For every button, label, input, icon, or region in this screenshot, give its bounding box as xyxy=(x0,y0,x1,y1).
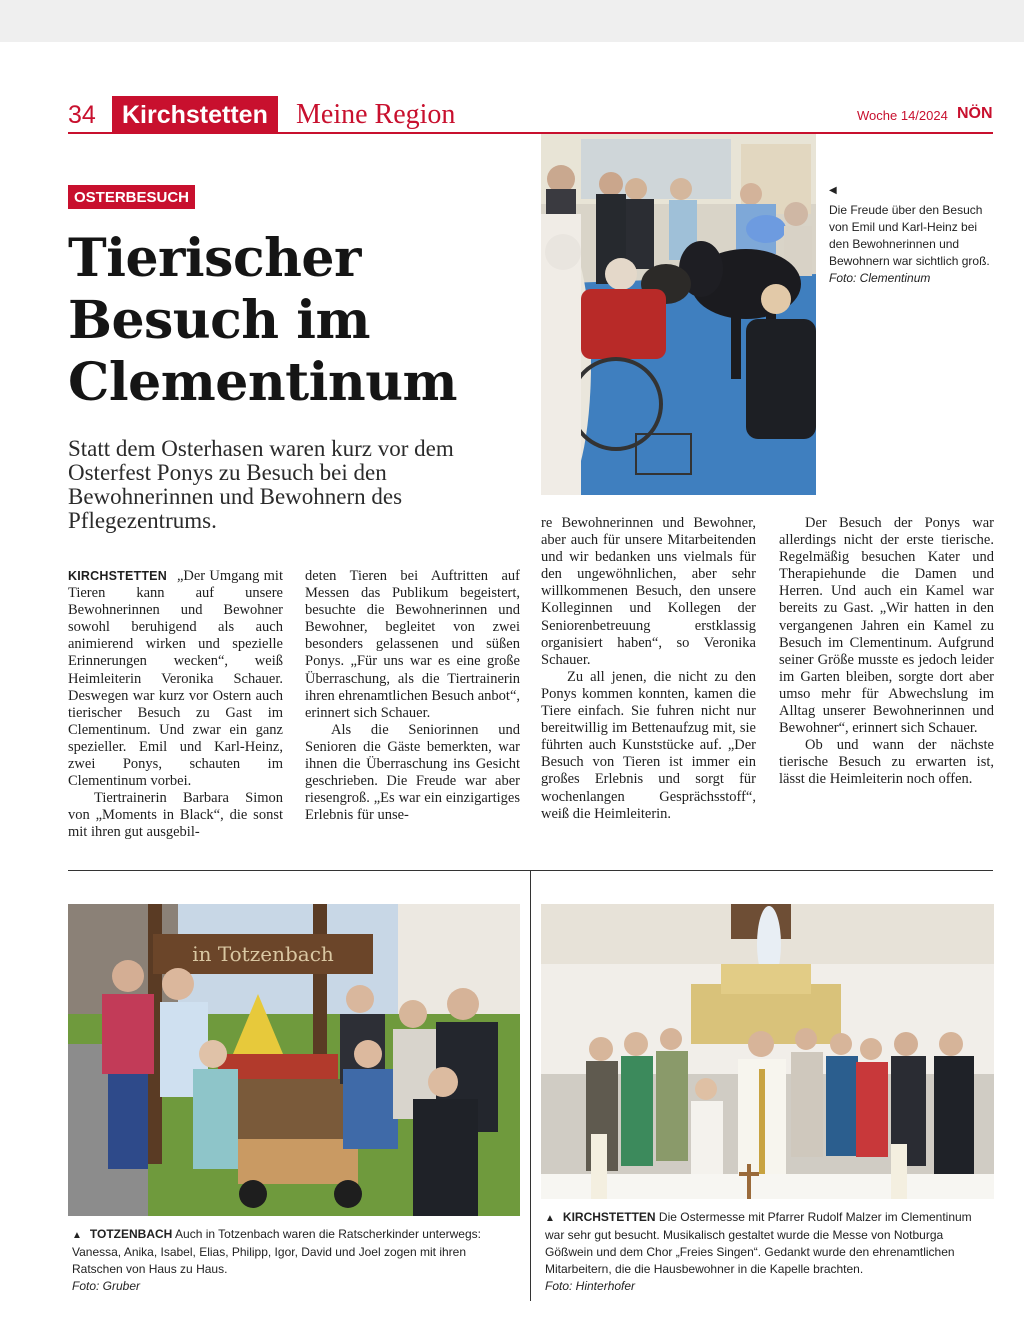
article-dateline: KIRCHSTETTEN xyxy=(68,569,167,583)
section-title: Meine Region xyxy=(296,99,456,130)
pony-photo-caption xyxy=(829,182,994,287)
issue-week: Woche 14/2024 xyxy=(857,108,948,123)
col4-paragraph-1: Der Besuch der Ponys war allerdings nicht der erste tierische. Regelmäßig besuchen Kater und Therapiehunde die Damen und Herren. Und auch ein Kamel war bereits zu Gast. „Wir hatten in den vergangenen Jahren ein Kamel zu Besuch im Clementinum. Aufgrund seiner Größe musste es jedoch leider im Garten bleiben, sorgte dort aber umso mehr für Abwechslung im Alltag unserer Bewohnerinnen und Bewohner“, erinnert sich Schauer. xyxy=(779,515,994,737)
col1-paragraph-2: Tiertrainerin Barbara Simon von „Moments in Black“, die sonst mit ihren gut ausgebil- xyxy=(68,790,283,841)
header-divider xyxy=(68,132,993,134)
town-label: Kirchstetten xyxy=(112,96,278,132)
mass-photo-credit: Foto: Hinterhofer xyxy=(545,1279,636,1293)
col3-paragraph-1: re Bewohnerinnen und Bewohner, aber auch für unsere Mitarbeitenden und wir bedanken uns vielmals für den ungewöhnlichen, aber sehr willkommenen Besuch, den unsere Kolleginnen und Kollegen der Seniorenbetreuung erstklassig organisiert haben“, so Veronika Schauer. xyxy=(541,515,756,668)
mass-caption-location: KIRCHSTETTEN xyxy=(562,1210,656,1224)
ostermesse-photo xyxy=(541,904,994,1199)
mass-caption-text: Die Ostermesse mit Pfarrer Rudolf Malzer im Clementinum war sehr gut besucht. Musikalisch gestaltet wurde die Messe von Notburga Gößwein und dem Chor „Freies Singen“. Gedankt wurde den ehrenamtlichen Mitarbeitern, die die Hausbewohner in die Kapelle brachten. xyxy=(545,1210,972,1276)
ratscherkinder-photo xyxy=(68,904,520,1216)
pony-photo-credit: Foto: Clementinum xyxy=(829,271,931,285)
triangle-up-icon: ▲ xyxy=(72,1230,82,1241)
pony-visit-photo xyxy=(541,134,816,495)
triangle-left-icon: ◀ xyxy=(829,185,837,196)
publication-logo: NÖN xyxy=(957,105,993,122)
article-column-4 xyxy=(779,515,994,789)
page-number: 34 xyxy=(68,101,96,129)
kids-photo-credit: Foto: Gruber xyxy=(72,1279,141,1293)
col3-paragraph-2: Zu all jenen, die nicht zu den Ponys kommen konnten, kamen die Tiere einfach. Sie fuhren nicht nur bereitwillig im Bettenaufzug mit, sie führten auch Kunststücke auf. „Der Besuch von Tieren ist immer ein großes Erlebnis und sorgt für wochenlangen Gesprächsstoff“, weiß die Heimleiterin. xyxy=(541,668,756,822)
kids-caption-text: Auch in Totzenbach waren die Ratscherkinder unterwegs: Vanessa, Anika, Isabel, Elias, Philipp, Igor, David und Joel zogen mit ihren Ratschen von Haus zu Haus. xyxy=(72,1227,481,1276)
col4-paragraph-2: Ob und wann der nächste tierische Besuch zu erwarten ist, lässt die Heimleiterin noch offen. xyxy=(779,737,994,788)
column-divider xyxy=(530,871,531,1301)
article-headline: Tierischer Besuch im Clementinum xyxy=(68,228,458,413)
browser-top-bar xyxy=(0,0,1024,42)
article-column-1 xyxy=(68,568,283,842)
kids-photo-caption xyxy=(72,1226,512,1295)
totzenbach-sign-text: in Totzenbach xyxy=(192,942,334,966)
col1-paragraph-1: „Der Umgang mit Tieren kann auf unsere Bewohnerinnen und Bewohner sowohl beruhigend als auch animierend wirken und spezielle Erinnerungen wecken“, weiß Heimleiterin Veronika Schauer. Deswegen war kurz vor Ostern auch tierischer Besuch zu Gast im Clementinum. Und zwar ein ganz spezieller. Emil und Karl-Heinz, zwei Ponys, schauten im Clementinum vorbei. xyxy=(68,568,283,790)
triangle-up-icon: ▲ xyxy=(545,1213,555,1224)
col2-paragraph-1: deten Tieren bei Auftritten auf Messen das Publikum begeistert, besuchte die Bewohnerinnen und Bewohner, begleitet von zwei besonders gelassenen und süßen Ponys. „Für uns war es eine große Überraschung, als die Tiertrainerin ihren ehrenamtlichen Besuch anbot“, erinnert sich Schauer. xyxy=(305,568,521,721)
article-column-2 xyxy=(305,568,520,824)
col2-paragraph-2: Als die Seniorinnen und Senioren die Gäste bemerkten, war ihnen die Überraschung ins Gesicht geschrieben. Die Freude war aber riesengroß. „Es war ein einzigartiges Erlebnis für unse- xyxy=(305,721,520,824)
kids-caption-location: TOTZENBACH xyxy=(89,1227,173,1241)
article-column-3 xyxy=(541,515,756,823)
mass-photo-caption xyxy=(545,1209,990,1295)
pony-caption-text: Die Freude über den Besuch von Emil und Karl-Heinz bei den Bewohnerinnen und Bewohnern war sichtlich groß. xyxy=(829,203,990,268)
article-kicker: OSTERBESUCH xyxy=(68,185,195,209)
article-lead: Statt dem Osterhasen waren kurz vor dem Osterfest Ponys zu Besuch bei den Bewohnerinnen und Bewohnern des Pflegezentrums. xyxy=(68,436,454,533)
